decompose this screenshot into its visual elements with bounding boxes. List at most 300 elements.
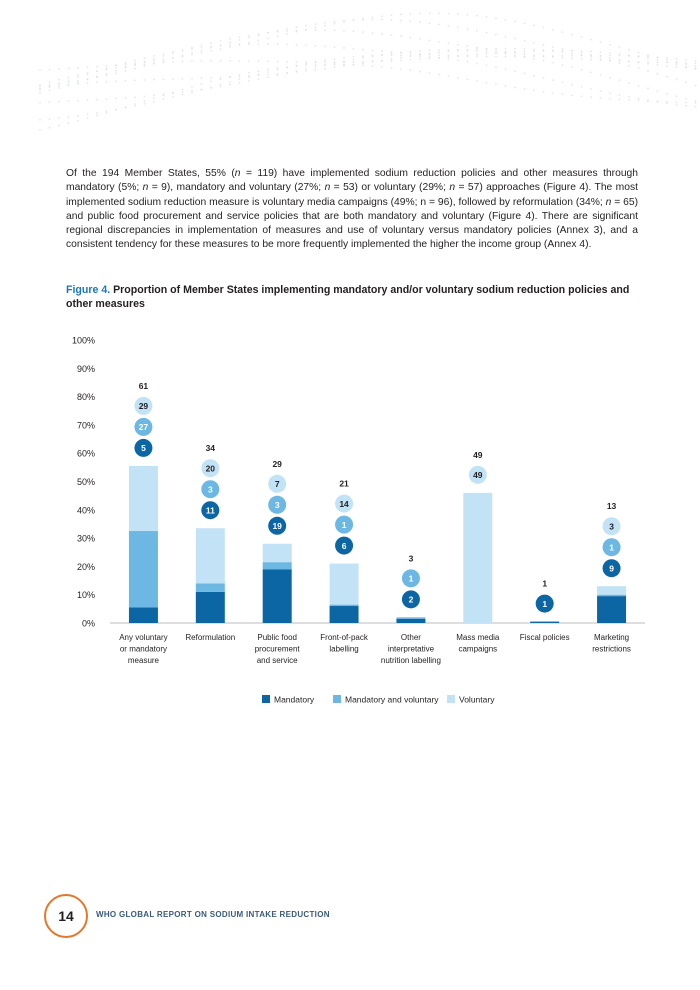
decor-dot (315, 23, 317, 25)
decor-dot (229, 84, 231, 86)
decor-dot (695, 68, 697, 70)
decor-dot (495, 34, 497, 36)
decor-dot (267, 60, 269, 62)
decor-dot (49, 84, 51, 86)
decor-dot (286, 28, 288, 30)
decor-dot (533, 49, 535, 51)
decor-dot (267, 69, 269, 71)
decor-dot (676, 58, 678, 60)
decor-dot (381, 59, 383, 61)
decor-dot (191, 91, 193, 93)
decor-dot (125, 66, 127, 68)
decor-dot (324, 68, 326, 70)
decor-dot (267, 43, 269, 45)
decor-dot (619, 94, 621, 96)
decor-dot (191, 52, 193, 54)
decor-dot (410, 37, 412, 39)
total-label: 3 (408, 553, 414, 564)
decor-dot (600, 51, 602, 53)
decor-dot (619, 60, 621, 62)
decor-dot (229, 76, 231, 78)
decor-dot (229, 60, 231, 62)
count-label: 49 (473, 470, 483, 481)
decor-dot (87, 66, 89, 68)
decor-dot (533, 42, 535, 44)
decor-dot (419, 71, 421, 73)
decor-dot (609, 92, 611, 94)
decor-dot (505, 53, 507, 55)
decor-dot (533, 50, 535, 52)
decor-dot (210, 81, 212, 83)
decor-dot (628, 54, 630, 56)
decor-dot (448, 51, 450, 53)
decor-dot (210, 60, 212, 62)
y-tick-label: 100% (71, 335, 95, 346)
decor-dot (695, 60, 697, 62)
decor-dot (334, 23, 336, 25)
decor-dot (609, 57, 611, 59)
legend-swatch (447, 695, 455, 703)
decor-dot (362, 31, 364, 33)
decor-dot (153, 58, 155, 60)
count-label: 11 (205, 505, 215, 516)
decor-dot (201, 89, 203, 91)
decor-dot (495, 56, 497, 58)
decor-dot (647, 88, 649, 90)
legend-label: Mandatory (274, 694, 315, 705)
y-tick-label: 40% (76, 505, 95, 516)
decor-dot (552, 29, 554, 31)
decor-dot (467, 28, 469, 30)
decor-dot (201, 47, 203, 49)
decor-dot (391, 34, 393, 36)
decor-dot (49, 86, 51, 88)
decor-dot (638, 100, 640, 102)
decor-dot (334, 46, 336, 48)
decor-dot (628, 60, 630, 62)
decor-dot (134, 96, 136, 98)
decor-dot (163, 55, 165, 57)
decor-dot (391, 60, 393, 62)
decor-dot (543, 27, 545, 29)
decor-dot (334, 58, 336, 60)
decor-dot (296, 26, 298, 28)
decor-dot (571, 53, 573, 55)
category-label: Marketing restrictions (592, 633, 631, 654)
decor-dot (362, 19, 364, 21)
decor-dot (267, 74, 269, 76)
decor-dot (343, 20, 345, 22)
decor-dot (353, 58, 355, 60)
decor-dot (666, 76, 668, 78)
decor-dot (609, 77, 611, 79)
decor-dot (524, 73, 526, 75)
decor-dot (647, 70, 649, 72)
decor-dot (296, 65, 298, 67)
category-label: Fiscal policies (519, 633, 570, 642)
decor-dot (524, 56, 526, 58)
decor-dot (258, 43, 260, 45)
decor-dot (144, 100, 146, 102)
decor-dot (381, 54, 383, 56)
decor-dot (419, 21, 421, 23)
decor-dot (286, 66, 288, 68)
bar-segment (597, 595, 626, 596)
decor-dot (58, 83, 60, 85)
decor-dot (315, 45, 317, 47)
decor-dot (296, 61, 298, 63)
decor-dot (676, 104, 678, 106)
decor-dot (448, 49, 450, 51)
decor-dot (457, 49, 459, 51)
decor-dot (334, 21, 336, 23)
decor-dot (315, 69, 317, 71)
count-label: 1 (341, 519, 347, 530)
decor-dot (600, 97, 602, 99)
decor-dot (524, 22, 526, 24)
decor-dot (125, 70, 127, 72)
decor-dot (153, 95, 155, 97)
y-tick-label: 90% (76, 363, 95, 374)
decor-dot (144, 79, 146, 81)
decor-dot (324, 25, 326, 27)
decor-dot (429, 49, 431, 51)
y-tick-label: 60% (76, 448, 95, 459)
decor-dot (144, 95, 146, 97)
decor-dot (524, 88, 526, 90)
legend-label: Voluntary (459, 694, 495, 705)
decor-dot (362, 57, 364, 59)
count-label: 1 (609, 542, 614, 553)
decor-dot (210, 46, 212, 48)
decor-dot (334, 64, 336, 66)
decor-dot (134, 79, 136, 81)
total-label: 21 (339, 478, 349, 489)
y-tick-label: 50% (76, 477, 95, 487)
decor-dot (486, 51, 488, 53)
decor-dot (666, 101, 668, 103)
decor-dot (248, 43, 250, 45)
decor-dot (638, 56, 640, 58)
decor-dot (343, 57, 345, 59)
decor-dot (362, 55, 364, 57)
decor-dot (305, 70, 307, 72)
decor-dot (172, 58, 174, 60)
decor-dot (619, 55, 621, 57)
bar-segment (463, 493, 492, 623)
decor-dot (248, 80, 250, 82)
decor-dot (476, 15, 478, 17)
decor-dot (619, 62, 621, 64)
decor-dot (381, 66, 383, 68)
decor-dot (77, 76, 79, 78)
decor-dot (514, 21, 516, 23)
decor-dot (562, 93, 564, 95)
decor-dot (543, 49, 545, 51)
decor-dot (552, 79, 554, 81)
decor-dot (505, 56, 507, 58)
decor-dot (277, 31, 279, 33)
decor-dot (438, 54, 440, 56)
decor-dot (362, 49, 364, 51)
decor-dot (657, 73, 659, 75)
decor-dot (144, 61, 146, 63)
total-label: 1 (542, 578, 548, 589)
category-label: Public food procurement and service (254, 633, 300, 665)
decor-dot (144, 103, 146, 105)
decor-dot (505, 85, 507, 87)
y-tick-label: 0% (81, 618, 95, 629)
count-label: 2 (408, 594, 414, 605)
decor-dot (153, 79, 155, 81)
decor-dot (96, 70, 98, 72)
decor-dot (68, 100, 70, 102)
decor-dot (666, 59, 668, 61)
decor-dot (505, 19, 507, 21)
decor-dot (210, 86, 212, 88)
decor-dot (353, 61, 355, 63)
decor-dot (153, 55, 155, 57)
decor-dot (581, 36, 583, 38)
decor-dot (305, 63, 307, 65)
decor-dot (58, 79, 60, 81)
bar-segment (396, 617, 425, 618)
decor-dot (533, 89, 535, 91)
decor-dot (58, 125, 60, 127)
decor-dot (562, 64, 564, 66)
decor-dot (334, 29, 336, 31)
category-label: Other interpretative nutrition labelling (380, 633, 441, 665)
decor-dot (628, 65, 630, 67)
decor-dot (163, 58, 165, 60)
decor-dot (647, 54, 649, 56)
decor-dot (429, 22, 431, 24)
count-label: 1 (408, 573, 414, 584)
decor-dot (68, 79, 70, 81)
decor-dot (619, 47, 621, 49)
decor-dot (448, 56, 450, 58)
decor-dot (600, 58, 602, 60)
decor-dot (685, 66, 687, 68)
decor-dot (657, 61, 659, 63)
decor-dot (191, 60, 193, 62)
decor-dot (277, 61, 279, 63)
decor-dot (134, 62, 136, 64)
decor-dot (381, 33, 383, 35)
decor-dot (676, 79, 678, 81)
decor-dot (495, 17, 497, 19)
decor-dot (514, 38, 516, 40)
decor-dot (39, 84, 41, 86)
count-label: 3 (207, 484, 213, 495)
decor-dot (248, 35, 250, 37)
decor-dot (277, 74, 279, 76)
decor-dot (134, 105, 136, 107)
decor-dot (638, 85, 640, 87)
decor-dot (220, 78, 222, 80)
decor-dot (324, 46, 326, 48)
decor-dot (609, 55, 611, 57)
decorative-dot-wave (0, 0, 700, 140)
decor-dot (685, 59, 687, 61)
decor-dot (77, 120, 79, 122)
decor-dot (87, 114, 89, 116)
decor-dot (353, 48, 355, 50)
decor-dot (201, 77, 203, 79)
decor-dot (486, 48, 488, 50)
decor-dot (590, 56, 592, 58)
decor-dot (39, 69, 41, 71)
decor-dot (258, 73, 260, 75)
decor-dot (391, 14, 393, 16)
decor-dot (343, 30, 345, 32)
decor-dot (248, 76, 250, 78)
decor-dot (657, 59, 659, 61)
decor-dot (220, 45, 222, 47)
decor-dot (115, 109, 117, 111)
decor-dot (77, 67, 79, 69)
decor-dot (505, 48, 507, 50)
decor-dot (182, 78, 184, 80)
decor-dot (372, 65, 374, 67)
decor-dot (647, 100, 649, 102)
decor-dot (182, 91, 184, 93)
decor-dot (267, 71, 269, 73)
decor-dot (68, 81, 70, 83)
decor-dot (115, 70, 117, 72)
decor-dot (514, 87, 516, 89)
bar-segment (129, 531, 158, 607)
decor-dot (334, 66, 336, 68)
decor-dot (448, 75, 450, 77)
decor-dot (372, 32, 374, 34)
decor-dot (305, 44, 307, 46)
decor-dot (324, 64, 326, 66)
decor-dot (666, 61, 668, 63)
decor-dot (609, 98, 611, 100)
decor-dot (191, 86, 193, 88)
decor-dot (210, 42, 212, 44)
decor-dot (286, 43, 288, 45)
decor-dot (68, 122, 70, 124)
decor-dot (49, 69, 51, 71)
decor-dot (543, 60, 545, 62)
decor-dot (609, 44, 611, 46)
decor-dot (543, 55, 545, 57)
decor-dot (391, 51, 393, 53)
decor-dot (571, 94, 573, 96)
decor-dot (562, 31, 564, 33)
decor-dot (524, 48, 526, 50)
decor-dot (695, 106, 697, 108)
decor-dot (619, 79, 621, 81)
bar-segment (330, 606, 359, 623)
decor-dot (486, 32, 488, 34)
bar-segment (597, 596, 626, 623)
decor-dot (201, 60, 203, 62)
decor-dot (115, 98, 117, 100)
decor-dot (581, 54, 583, 56)
bar-segment (196, 528, 225, 583)
decor-dot (467, 45, 469, 47)
bar-segment (263, 569, 292, 623)
decor-dot (571, 50, 573, 52)
decor-dot (448, 58, 450, 60)
decor-dot (562, 82, 564, 84)
decor-dot (486, 56, 488, 58)
decor-dot (248, 72, 250, 74)
decor-dot (581, 50, 583, 52)
decor-dot (676, 63, 678, 65)
decor-dot (628, 99, 630, 101)
decor-dot (39, 129, 41, 131)
decor-dot (362, 62, 364, 64)
decor-dot (106, 81, 108, 83)
decor-dot (685, 62, 687, 64)
decor-dot (514, 48, 516, 50)
decor-dot (438, 57, 440, 59)
decor-dot (695, 100, 697, 102)
decor-dot (666, 93, 668, 95)
decor-dot (457, 13, 459, 15)
decor-dot (410, 13, 412, 15)
decor-dot (533, 75, 535, 77)
decor-dot (305, 61, 307, 63)
count-label: 7 (274, 478, 280, 489)
decor-dot (666, 65, 668, 67)
decor-dot (410, 51, 412, 53)
decor-dot (600, 90, 602, 92)
decor-dot (239, 44, 241, 46)
decor-dot (372, 19, 374, 21)
decor-dot (353, 56, 355, 58)
total-label: 29 (272, 458, 282, 469)
decor-dot (315, 66, 317, 68)
decor-dot (229, 46, 231, 48)
decor-dot (229, 81, 231, 83)
decor-dot (647, 56, 649, 58)
decor-dot (87, 72, 89, 74)
decor-dot (163, 99, 165, 101)
decor-dot (134, 103, 136, 105)
decor-dot (201, 83, 203, 85)
decor-dot (381, 50, 383, 52)
decor-dot (600, 74, 602, 76)
decor-dot (58, 101, 60, 103)
decor-dot (125, 80, 127, 82)
decor-dot (153, 97, 155, 99)
decor-dot (695, 65, 697, 67)
decor-dot (381, 19, 383, 21)
decor-dot (467, 79, 469, 81)
decor-dot (429, 53, 431, 55)
count-label: 5 (141, 443, 146, 454)
decor-dot (533, 24, 535, 26)
decor-dot (400, 14, 402, 16)
decor-dot (296, 70, 298, 72)
decor-dot (182, 89, 184, 91)
decor-dot (258, 40, 260, 42)
decor-dot (391, 19, 393, 21)
decor-dot (248, 60, 250, 62)
decor-dot (87, 82, 89, 84)
decor-dot (638, 98, 640, 100)
decor-dot (220, 48, 222, 50)
decor-dot (638, 52, 640, 54)
decor-dot (115, 80, 117, 82)
decor-dot (609, 60, 611, 62)
decor-dot (248, 37, 250, 39)
